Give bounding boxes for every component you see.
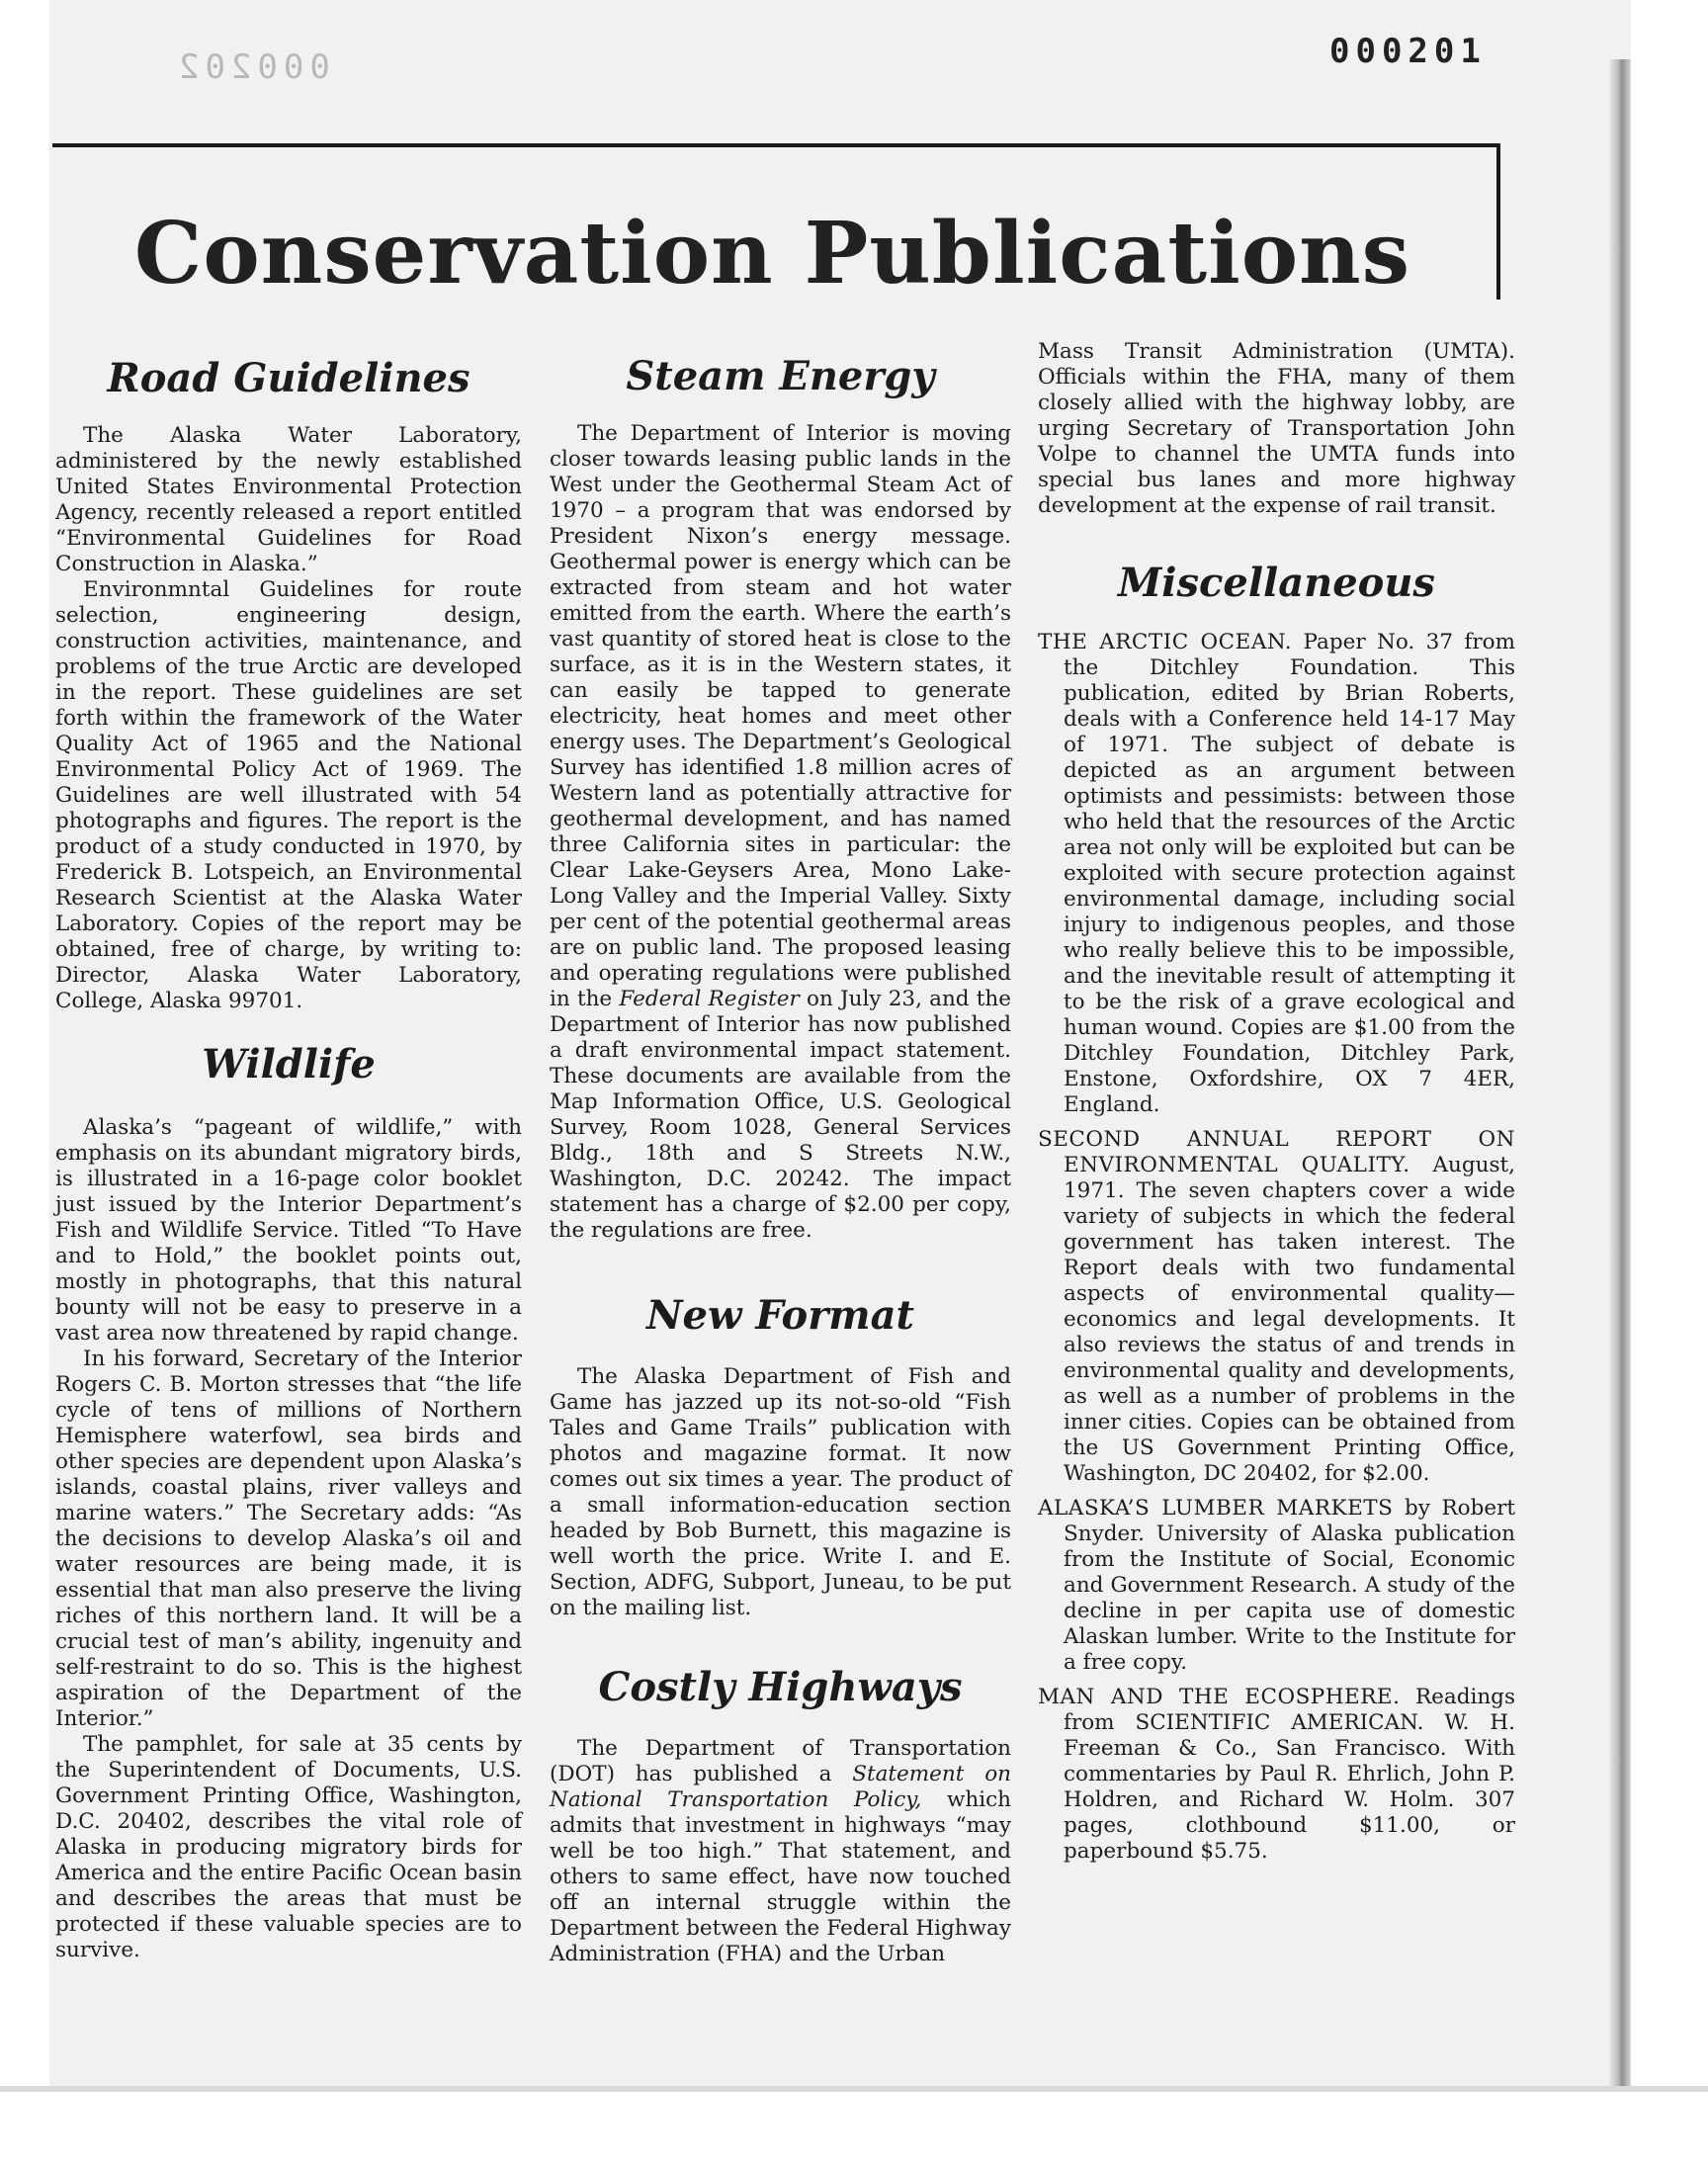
entry-text: Paper No. 37 from the Ditchley Foundation. This publication, edited by Brian Roberts, deals with a Conference held 14-17 May of 1971. The subject of debate is depicted as an argument between optimists and pessimists: between those who held that the resources of the Arctic area not only will be exploited but can be exploited with secure protection against environmental damage, including social injury to indigenous peoples, and those who really believe this to be impossible, and the inevitable result of attempting it to be the risk of a grave ecological and human wound. Copies are $1.00 from the Ditchley Foundation, Ditchley Park, Enstone, Oxfordshire, OX 7 4ER, England. — [1064, 630, 1515, 1117]
misc-entry-environmental-report — [1038, 1127, 1515, 1487]
page-edge-shadow — [1609, 59, 1631, 2086]
page-title: Conservation Publications — [133, 204, 1411, 304]
heading-road-guidelines: Road Guidelines — [107, 355, 470, 401]
misc-entry-arctic-ocean — [1038, 630, 1515, 1118]
column-middle — [550, 350, 1011, 1967]
road-paragraph-2: Environmntal Guidelines for route selection, engineering design, construction activities, maintenance, and problems of the true Arctic are developed in the report. These guidelines are set forth within the framework of the Water Quality Act of 1965 and the National Environmental Policy Act of 1969. The Guidelines are well illustrated with 54 photographs and figures. The report is the product of a study conducted in 1970, by Frederick B. Lotspeich, an Environmental Research Scientist at the Alaska Water Laboratory. Copies of the report may be obtained, free of charge, by writing to: Director, Alaska Water Laboratory, College, Alaska 99701. — [55, 577, 522, 1013]
steam-paragraph — [550, 421, 1011, 1244]
wildlife-paragraph-2: In his forward, Secretary of the Interior Rogers C. B. Morton stresses that “the life cycle of tens of millions of Northern Hemisphere waterfowl, sea birds and other species are dependent upon Alaska’s islands, coastal plains, river valleys and marine waters.” The Secretary adds: “As the decisions to develop Alaska’s oil and water resources are being made, it is essential that man also preserve the living riches of this northern land. It will be a crucial test of man’s ability, ingenuity and self-restraint to do so. This is the highest aspiration of the Department of the Interior.” — [55, 1347, 522, 1731]
entry-text: August, 1971. The seven chapters cover a wide variety of subjects in which the federal government has taken interest. The Report deals with two fundamental aspects of environmental quality—economics and legal developments. It also reviews the status of and trends in environmental quality and developments, as well as a number of problems in the inner cities. Copies can be obtained from the US Government Printing Office, Washington, DC 20402, for $2.00. — [1064, 1153, 1515, 1486]
entry-title: SECOND ANNUAL REPORT ON ENVIRONMENTAL QUALITY. — [1038, 1127, 1515, 1177]
entry-text: Readings from SCIENTIFIC AMERICAN. W. H. Freeman & Co., San Francisco. With commentaries by Paul R. Ehrlich, John P. Holdren, and Richard W. Holm. 307 pages, clothbound $11.00, or paperbound $5.75. — [1064, 1685, 1515, 1864]
column-right — [1038, 339, 1515, 1873]
highways-paragraph — [550, 1736, 1011, 1967]
scan-bottom-edge — [0, 2086, 1708, 2092]
column-left — [55, 352, 522, 1963]
heading-new-format: New Format — [645, 1292, 915, 1339]
road-paragraph-1: The Alaska Water Laboratory, administered by the newly established United States Environmental Protection Agency, recently released a report entitled “Environmental Guidelines for Road Construction in Alaska.” — [55, 423, 522, 576]
heading-wildlife: Wildlife — [202, 1041, 376, 1088]
federal-register-title: Federal Register — [619, 987, 800, 1011]
wildlife-paragraph-3: The pamphlet, for sale at 35 cents by the Superintendent of Documents, U.S. Government Printing Office, Washington, D.C. 20402, describes the vital role of Alaska in producing migratory birds for America and the entire Pacific Ocean basin and describes the areas that must be protected if these valuable species are to survive. — [55, 1732, 522, 1962]
format-paragraph: The Alaska Department of Fish and Game has jazzed up its not-so-old “Fish Tales and Game Trails” publication with photos and magazine format. It now comes out six times a year. The product of a small information-education section headed by Bob Burnett, this magazine is well worth the price. Write I. and E. Section, ADFG, Subport, Juneau, to be put on the mailing list. — [550, 1364, 1011, 1620]
policy-title: Statement on National Transportation Policy, — [550, 1762, 1011, 1812]
heading-miscellaneous: Miscellaneous — [1118, 560, 1435, 606]
entry-title: THE ARCTIC OCEAN. — [1038, 630, 1293, 654]
highways-text-b: which admits that investment in highways “may well be too high.” That statement, and others to same effect, have now touched off an internal struggle within the Department between the Federal Highway Administration (FHA) and the Urban — [550, 1787, 1011, 1966]
highways-text-a: The Department of Transportation (DOT) has published a — [550, 1736, 1011, 1786]
entry-title: MAN AND THE ECOSPHERE. — [1038, 1685, 1401, 1709]
document-number: 000201 — [1329, 32, 1487, 71]
mirrored-doc-number: 000202 — [173, 47, 330, 87]
steam-text-b: on July 23, and the Department of Interior has now published a draft environmental impact statement. These documents are available from the Map Information Office, U.S. Geological Survey, Room 1028, General Services Bldg., 18th and S Streets N.W., Washington, D.C. 20242. The impact statement has a charge of $2.00 per copy, the regulations are free. — [550, 987, 1011, 1243]
misc-entry-lumber-markets — [1038, 1496, 1515, 1676]
misc-entry-ecosphere — [1038, 1685, 1515, 1865]
heading-steam-energy: Steam Energy — [626, 353, 935, 399]
heading-costly-highways: Costly Highways — [598, 1664, 963, 1710]
wildlife-paragraph-1: Alaska’s “pageant of wildlife,” with emphasis on its abundant migratory birds, is illustrated in a 16-page color booklet just issued by the Interior Department’s Fish and Wildlife Service. Titled “To Have and to Hold,” the booklet points out, mostly in photographs, that this natural bounty will not be easy to preserve in a vast area now threatened by rapid change. — [55, 1115, 522, 1346]
steam-text-a: The Department of Interior is moving closer towards leasing public lands in the West under the Geothermal Steam Act of 1970 – a program that was endorsed by President Nixon’s energy message. Geothermal power is energy which can be extracted from steam and hot water emitted from the earth. Where the earth’s vast quantity of stored heat is close to the surface, as it is in the Western states, it can easily be tapped to generate electricity, heat homes and meet other energy uses. The Department’s Geological Survey has identified 1.8 million acres of Western land as potentially attractive for geothermal development, and has named three California sites in particular: the Clear Lake-Geysers Area, Mono Lake-Long Valley and the Imperial Valley. Sixty per cent of the potential geothermal areas are on public land. The proposed leasing and operating regulations were published in the — [550, 421, 1011, 1011]
entry-title: ALASKA’S LUMBER MARKETS — [1038, 1496, 1394, 1521]
highways-continued: Mass Transit Administration (UMTA). Officials within the FHA, many of them closely allied with the highway lobby, are urging Secretary of Transportation John Volpe to channel the UMTA funds into special bus lanes and more highway development at the expense of rail transit. — [1038, 339, 1515, 518]
entry-text: by Robert Snyder. University of Alaska publication from the Institute of Social, Economic and Government Research. A study of the decline in per capita use of domestic Alaskan lumber. Write to the Institute for a free copy. — [1064, 1496, 1516, 1675]
